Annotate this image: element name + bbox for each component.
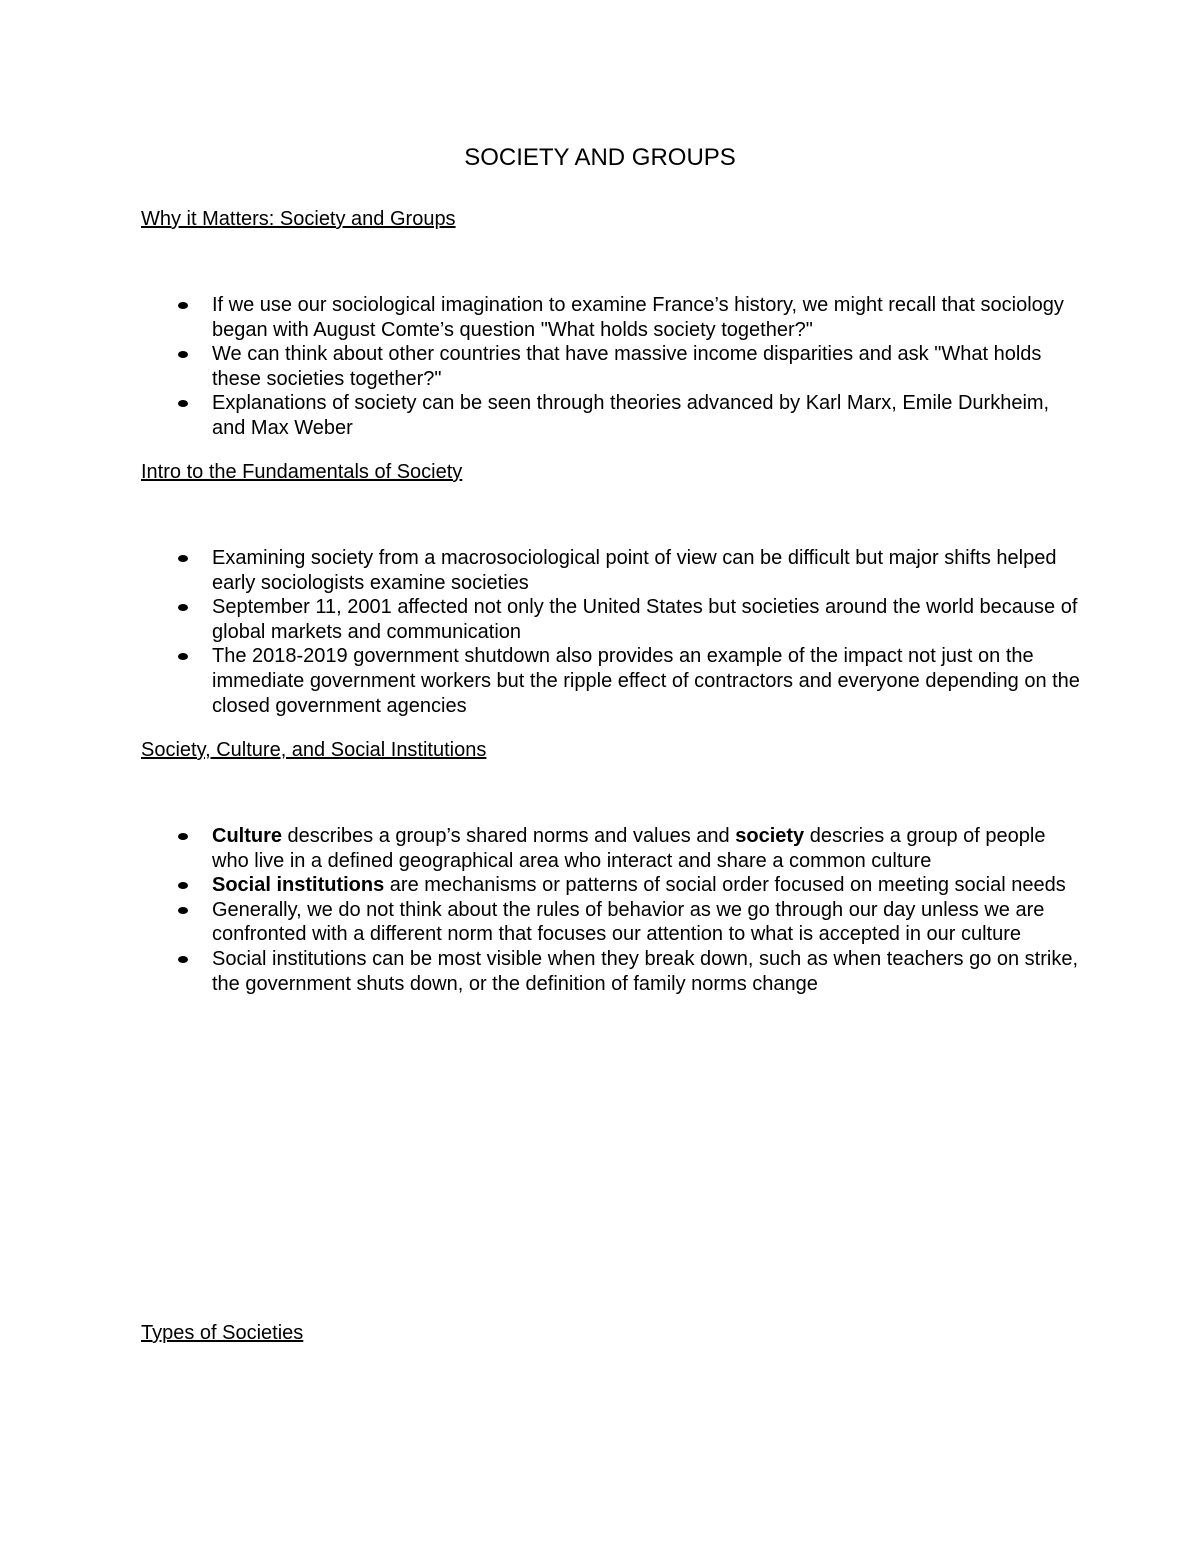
key-term: society xyxy=(735,825,805,847)
section-heading: Types of Societies xyxy=(141,1322,304,1344)
list-item: Examining society from a macrosociological point of view can be difficult but major shifts helped early sociologists examine societies xyxy=(141,546,1081,595)
key-term: Social institutions xyxy=(212,874,385,897)
bullet-list xyxy=(141,824,1081,996)
bullet-icon xyxy=(178,653,188,660)
bullet-icon xyxy=(178,604,188,611)
section-heading: Why it Matters: Society and Groups xyxy=(141,208,456,230)
bullet-icon xyxy=(178,351,188,358)
bullet-list xyxy=(141,293,1081,441)
list-item: Social institutions can be most visible when they break down, such as when teachers go on strike, the government shuts down, or the definition of family norms change xyxy=(141,947,1081,996)
list-item: If we use our sociological imagination to examine France’s history, we might recall that sociology began with August Comte’s question "What holds society together?" xyxy=(141,293,1081,342)
section-intro-fundamentals xyxy=(141,459,1081,718)
bullet-icon xyxy=(178,882,188,889)
section-society-culture-institutions xyxy=(141,737,1081,996)
section-heading: Intro to the Fundamentals of Society xyxy=(141,461,463,483)
section-types-of-societies xyxy=(141,1320,1081,1346)
bullet-icon xyxy=(178,302,188,309)
bullet-icon xyxy=(178,907,188,914)
page-title: SOCIETY AND GROUPS xyxy=(464,144,736,171)
key-term: Culture xyxy=(212,825,282,847)
bullet-list xyxy=(141,546,1081,718)
bullet-icon xyxy=(178,956,188,963)
bullet-icon xyxy=(178,833,188,840)
bullet-icon xyxy=(178,555,188,562)
section-why-it-matters xyxy=(141,206,1081,441)
list-item: The 2018-2019 government shutdown also provides an example of the impact not just on the immediate government workers but the ripple effect of contractors and everyone depending on the closed government agencies xyxy=(141,644,1081,718)
list-item: We can think about other countries that have massive income disparities and ask "What holds these societies together?" xyxy=(141,342,1081,391)
list-item: Explanations of society can be seen through theories advanced by Karl Marx, Emile Durkheim, and Max Weber xyxy=(141,391,1081,440)
list-item: September 11, 2001 affected not only the United States but societies around the world because of global markets and communication xyxy=(141,595,1081,644)
section-heading: Society, Culture, and Social Institutions xyxy=(141,739,487,761)
list-item: Generally, we do not think about the rules of behavior as we go through our day unless we are confronted with a different norm that focuses our attention to what is accepted in our culture xyxy=(141,898,1081,947)
bullet-icon xyxy=(178,400,188,407)
list-item: Social institutions are mechanisms or patterns of social order focused on meeting social needs xyxy=(141,873,1081,898)
list-item: Culture describes a group’s shared norms and values and society descries a group of people who live in a defined geographical area who interact and share a common culture xyxy=(141,824,1081,873)
